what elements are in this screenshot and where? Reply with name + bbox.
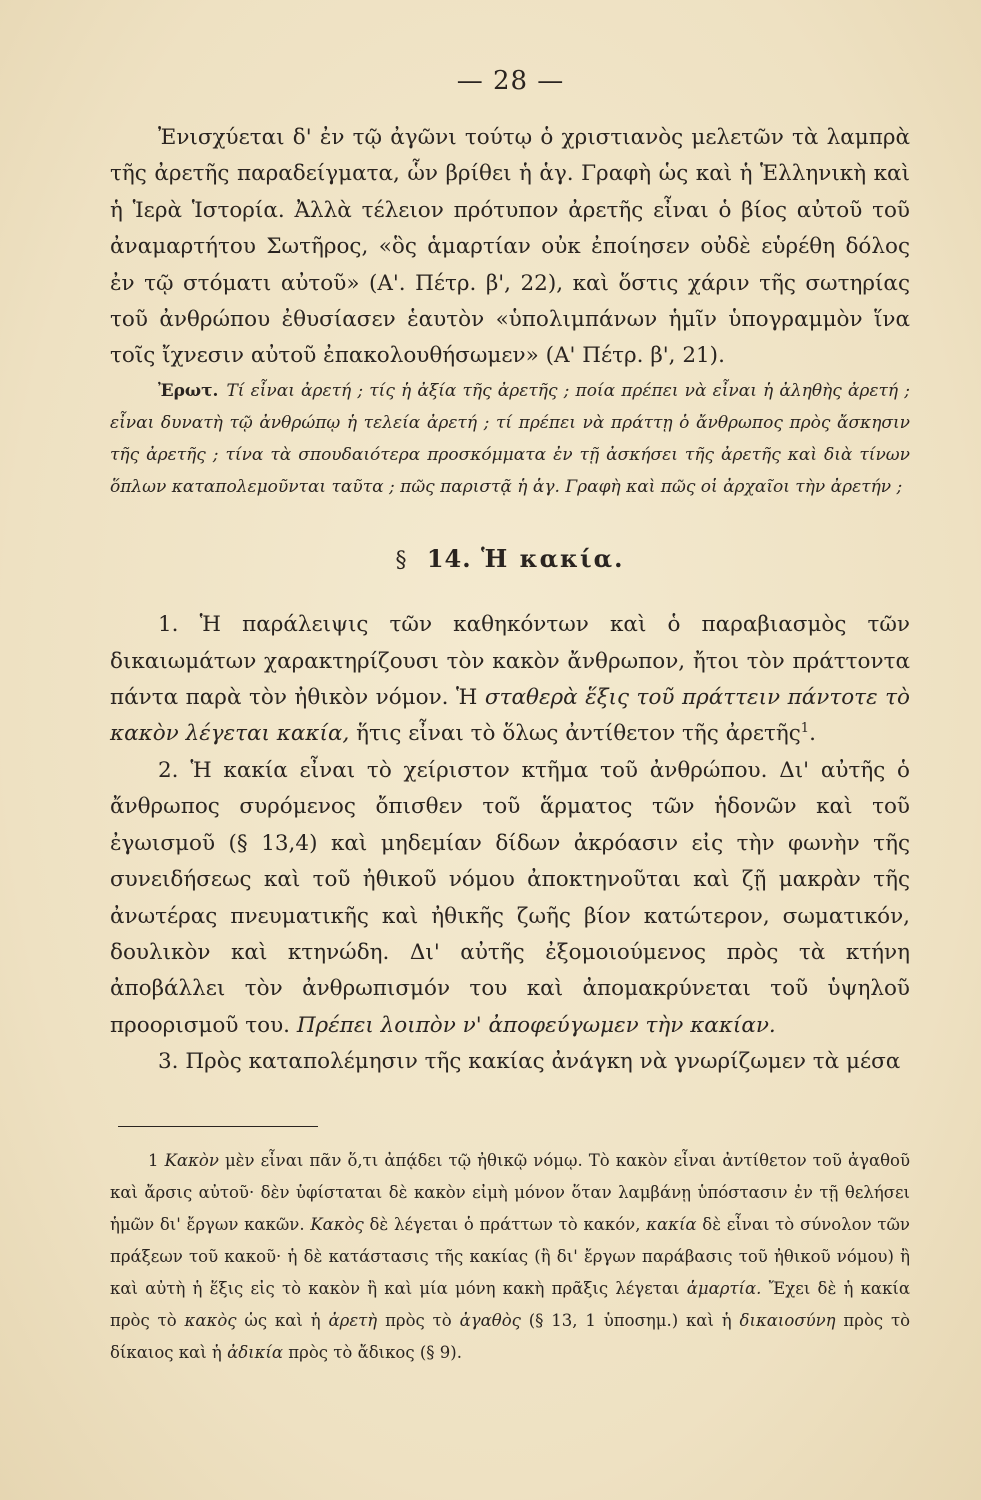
footnote-text: πρὸς τὸ δίκαιος καὶ ἡ <box>110 1311 911 1362</box>
footnote-text: δὲ λέγεται ὁ πράττων τὸ κακόν, <box>369 1215 641 1234</box>
paragraph-2-conclusion: Πρέπει λοιπὸν ν' ἀποφεύγωμεν τὴν κακίαν. <box>296 1012 776 1038</box>
paragraph-1-definition: σταθερὰ ἕξις τοῦ πράττειν πάντοτε τὸ κακὸν λέγεται κακία, <box>110 685 910 747</box>
questions-text: Τί εἶναι ἀρετή ; τίς ἡ ἀξία τῆς ἀρετῆς ; ποία πρέπει νὰ εἶναι ἡ ἀληθὴς ἀρετή ; εἶναι δυνατὴ τῷ ἀνθρώπῳ ἡ τελεία ἀρετή ; τί πρέπει νὰ πράττῃ ὁ ἄνθρωπος πρὸς ἄσκησιν τῆς ἀρετῆς ; τίνα τὰ σπουδαιότερα προσκόμματα ἐν τῇ ἀσκήσει τῆς ἀρετῆς καὶ διὰ τίνων ὅπλων καταπολεμοῦνται ταῦτα ; πῶς παριστᾷ ἡ ἁγ. Γραφὴ καὶ πῶς οἱ ἀρχαῖοι τὴν ἀρετήν ; <box>110 380 910 497</box>
page-number: — 28 — <box>456 66 565 96</box>
footnote-paragraph <box>110 1145 910 1369</box>
paragraph-3-number: 3. <box>158 1049 179 1075</box>
paragraph-1-text-a: Ἡ παράλειψις τῶν καθηκόντων καὶ ὁ παραβιασμὸς τῶν δικαιωμάτων χαρακτηρίζουσι τὸν κακὸν ἄνθρωπον, ἤτοι τὸν πράττοντα πάντα παρὰ τὸν ἠθικὸν νόμον. Ἡ <box>110 612 910 711</box>
paragraph-3-text: Πρὸς καταπολέμησιν τῆς κακίας ἀνάγκη νὰ γνωρίζωμεν τὰ μέσα <box>185 1049 901 1075</box>
paragraph-3 <box>110 1044 910 1080</box>
footnote-divider <box>118 1126 318 1127</box>
footnote-term: κακὸς <box>184 1311 237 1330</box>
paragraph-1-text-c: . <box>809 721 816 747</box>
footnote-text: πρὸς τὸ <box>385 1311 452 1330</box>
footnote-term: Κακὸς <box>310 1215 364 1234</box>
footnote-term: Κακὸν <box>164 1151 219 1170</box>
footnote-ref: 1 <box>800 721 810 737</box>
footnote-term: ἀγαθὸς <box>459 1311 521 1330</box>
footnote-text: δὲ εἶναι τὸ σύνολον τῶν πράξεων τοῦ κακοῦ· ἡ δὲ κατάστασις τῆς κακίας (ἢ δι' ἔργων παράβασις τοῦ ἠθικοῦ νόμου) ἢ καὶ αὐτὴ ἡ ἕξις εἰς τὸ κακὸν ἢ καὶ μία μόνη κακὴ πρᾶξις λέγεται <box>110 1215 910 1298</box>
footnote-term: δικαιοσύνη <box>739 1311 836 1330</box>
footnote-term: ἀρετὴ <box>328 1311 378 1330</box>
paragraph-1-number: 1. <box>158 612 179 638</box>
footnote-number: 1 <box>148 1151 159 1170</box>
footnote-text: πρὸς τὸ ἄδικος (§ 9). <box>288 1343 462 1362</box>
section-number: 14. <box>426 543 472 573</box>
footnote-text: ὡς καὶ ἡ <box>244 1311 321 1330</box>
footnote-term: ἀδικία <box>227 1343 284 1362</box>
footnote <box>110 1145 910 1369</box>
questions-label: Ἐρωτ. <box>158 380 219 401</box>
section-title: Ἡ κακία. <box>480 543 625 573</box>
main-text <box>110 120 910 1081</box>
review-questions <box>110 375 910 503</box>
paragraph-2-number: 2. <box>158 757 179 783</box>
paragraph-2-text: Ἡ κακία εἶναι τὸ χείριστον κτῆμα τοῦ ἀνθρώπου. Δι' αὐτῆς ὁ ἄνθρωπος συρόμενος ὄπισθεν τοῦ ἅρματος τῶν ἡδονῶν καὶ τοῦ ἐγωισμοῦ (§ 13,4) καὶ μηδεμίαν δίδων ἀκρόασιν εἰς τὴν φωνὴν τῆς συνειδήσεως καὶ τοῦ ἠθικοῦ νόμου ἀποκτηνοῦται καὶ ζῇ μακρὰν τῆς ἀνωτέρας πνευματικῆς καὶ ἠθικῆς ζωῆς βίον κατώτερον, σωματικόν, δουλικὸν καὶ κτηνώδη. Δι' αὐτῆς ἐξομοιούμενος πρὸς τὰ κτήνη ἀποβάλλει τὸν ἀνθρωπισμόν του καὶ ἀπομακρύνεται τοῦ ὑψηλοῦ προορισμοῦ του. <box>110 757 910 1038</box>
intro-paragraph: Ἐνισχύεται δ' ἐν τῷ ἀγῶνι τούτῳ ὁ χριστιανὸς μελετῶν τὰ λαμπρὰ τῆς ἀρετῆς παραδείγματα, ὧν βρίθει ἡ ἁγ. Γραφὴ ὡς καὶ ἡ Ἑλληνικὴ καὶ ἡ Ἱερὰ Ἱστορία. Ἀλλὰ τέλειον πρότυπον ἀρετῆς εἶναι ὁ βίος αὐτοῦ τοῦ ἀναμαρτήτου Σωτῆρος, «ὃς ἁμαρτίαν οὐκ ἐποίησεν οὐδὲ εὑρέθη δόλος ἐν τῷ στόματι αὐτοῦ» (Α'. Πέτρ. β', 22), καὶ ὅστις χάριν τῆς σωτηρίας τοῦ ἀνθρώπου ἐθυσίασεν ἑαυτὸν «ὑπολιμπάνων ἡμῖν ὑπογραμμὸν ἵνα τοῖς ἴχνεσιν αὐτοῦ ἐπακολουθήσωμεν» (Α' Πέτρ. β', 21). <box>110 125 910 369</box>
footnote-text: Ἔχει δὲ ἡ κακία πρὸς τὸ <box>110 1279 910 1330</box>
footnote-text: (§ 13, 1 ὑποσημ.) καὶ ἡ <box>528 1311 732 1330</box>
paragraph-1 <box>110 607 910 753</box>
paragraph-2 <box>110 753 910 1044</box>
section-symbol: § <box>395 547 408 573</box>
section-heading <box>110 541 910 579</box>
footnote-text: μὲν εἶναι πᾶν ὅ,τι ἀπᾴδει τῷ ἠθικῷ νόμῳ. Τὸ κακὸν εἶναι ἀντίθετον τοῦ ἀγαθοῦ καὶ ἄρσις αὐτοῦ· δὲν ὑφίσταται δὲ κακὸν εἰμὴ μόνον ὅταν λαμβάνῃ ὑπόστασιν ἐν τῇ θελήσει ἡμῶν δι' ἔργων κακῶν. <box>110 1151 911 1234</box>
footnote-term: κακία <box>646 1215 697 1234</box>
paragraph-1-text-b: ἥτις εἶναι τὸ ὅλως ἀντίθετον τῆς ἀρετῆς <box>356 721 801 747</box>
footnote-term: ἁμαρτία. <box>686 1279 762 1298</box>
